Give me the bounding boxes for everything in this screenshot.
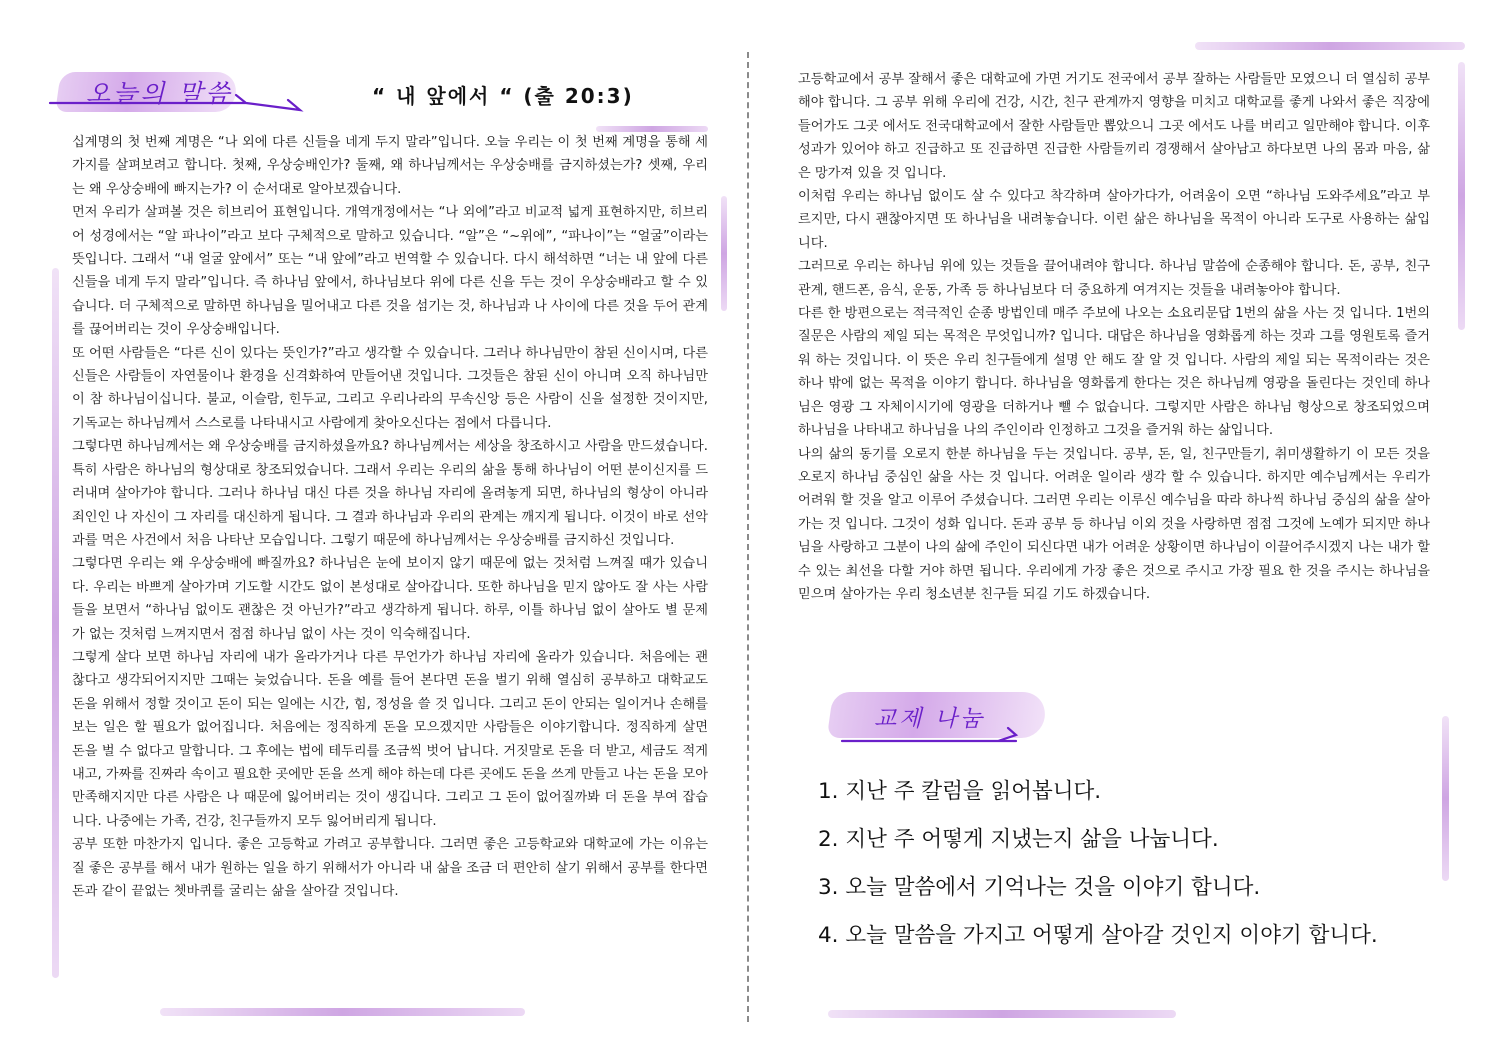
question-item: 1. 지난 주 칼럼을 읽어봅니다. (818, 779, 1102, 804)
sermon-paragraph: 나의 삶의 동기를 오로지 한분 하나님을 두는 것입니다. 공부, 돈, 일, 친구만들기, 취미생활하기 이 모든 것을 오로지 하나님 중심인 삶을 사는 것 입니다. 어려운 일이라 생각 할 수 있습니다. 하지만 예수님께서는 우리가 어려워 할 것을 알고 이루어 주셨습니다. 그러면 우리는 이루신 예수님을 따라 하나씩 하나님 중심의 삶을 살아가는 것 입니다. 그것이 성화 입니다. 돈과 공부 등 하나님 이외 것을 사랑하면 점점 그것에 노예가 되지만 하나님을 사랑하고 그분이 나의 삶에 주인이 되신다면 내가 어려운 상황이면 하나님이 이끌어주시겠지 나는 내가 할 수 있는 최선을 다할 거야 하면 됩니다. 우리에게 가장 좋은 것으로 주시고 가장 필요 한 것을 주시는 하나님을 믿으며 살아가는 우리 청소년분 친구들 되길 기도 하겠습니다. (798, 446, 1430, 602)
decorative-brush-stroke (1458, 62, 1465, 330)
question-item: 3. 오늘 말씀에서 기억나는 것을 이야기 합니다. (818, 875, 1261, 900)
sermon-title: “ 내 앞에서 “ (출 20:3) (372, 84, 634, 108)
sermon-body (72, 131, 708, 973)
sermon-paragraph: 다른 한 방편으로는 적극적인 순종 방법인데 매주 주보에 나오는 소요리문답 1번의 삶을 사는 것 입니다. 1번의 질문은 사람의 제일 되는 목적은 무엇입니까? 입니다. 대답은 하나님을 영화롭게 하는 것과 그를 영원토록 즐거워 하는 것입니다. 이 뜻은 우리 친구들에게 설명 안 해도 잘 알 것 입니다. 사람의 제일 되는 목적이라는 것은 하나 밖에 없는 목적을 이야기 합니다. 하나님을 영화롭게 한다는 것은 하나님께 영광을 돌린다는 것인데 하나님은 영광 그 자체이시기에 영광을 더하거나 뺄 수 없습니다. 그렇지만 사람은 하나님 형상으로 창조되었으며 하나님을 나타내고 하나님을 나의 주인이라 인정하고 그것을 즐거워 하는 삶입니다. (798, 306, 1430, 439)
sermon-paragraph: 그러므로 우리는 하나님 위에 있는 것들을 끌어내려야 합니다. 하나님 말씀에 순종해야 합니다. 돈, 공부, 친구 관계, 핸드폰, 음식, 운동, 가족 등 하나님보다 더 중요하게 여겨지는 것들을 내려놓아야 합니다. (798, 259, 1430, 298)
decorative-brush-stroke (52, 268, 59, 978)
sermon-paragraph: 그렇다면 하나님께서는 왜 우상숭배를 금지하셨을까요? 하나님께서는 세상을 창조하시고 사람을 만드셨습니다. 특히 사람은 하나님의 형상대로 창조되었습니다. 그래서 우리는 우리의 삶을 통해 하나님이 어떤 분이신지를 드러내며 살아가야 합니다. 그러나 하나님 대신 다른 것을 하나님 자리에 올려놓게 되면, 하나님의 형상이 아니라 죄인인 나 자신이 그 자리를 대신하게 됩니다. 그 결과 하나님과 우리의 관계는 깨지게 됩니다. 이것이 바로 선악과를 먹은 사건에서 처음 나타난 모습입니다. 그렇기 때문에 하나님께서는 우상숭배를 금지하신 것입니다. (72, 439, 708, 548)
sermon-paragraph: 십계명의 첫 번째 계명은 “나 외에 다른 신들을 네게 두지 말라”입니다. 오늘 우리는 이 첫 번째 계명을 통해 세 가지를 살펴보려고 합니다. 첫째, 우상숭배인가? 둘째, 왜 하나님께서는 우상숭배를 금지하셨는가? 셋째, 우리는 왜 우상숭배에 빠지는가? 이 순서대로 알아보겠습니다. (72, 135, 708, 197)
sermon-section-label: 오늘의 말씀 (86, 79, 233, 108)
underline-arrow-icon (50, 70, 310, 120)
sermon-paragraph: 공부 또한 마찬가지 입니다. 좋은 고등학교 가려고 공부합니다. 그러면 좋은 고등학교와 대학교에 가는 이유는 질 좋은 공부를 해서 내가 원하는 일을 하기 위해서가 아니라 내 삶을 조금 더 편안히 살기 위해서 공부를 한다면 돈과 같이 끝없는 쳇바퀴를 굴리는 삶을 살아갈 것입니다. (72, 837, 708, 899)
decorative-brush-stroke (721, 196, 727, 311)
sermon-paragraph: 이처럼 우리는 하나님 없이도 살 수 있다고 착각하며 살아가다가, 어려움이 오면 “하나님 도와주세요”라고 부르지만, 다시 괜찮아지면 또 하나님을 내려놓습니다. 이런 삶은 하나님을 목적이 아니라 도구로 사용하는 삶입니다. (798, 189, 1430, 251)
sermon-paragraph: 그렇게 살다 보면 하나님 자리에 내가 올라가거나 다른 무언가가 하나님 자리에 올라가 있습니다. 처음에는 괜찮다고 생각되어지지만 그때는 늦었습니다. 돈을 예를 들어 본다면 돈을 벌기 위해 열심히 공부하고 대학교도 돈을 위해서 정할 것이고 돈이 되는 일에는 시간, 힘, 정성을 쓸 것 입니다. 그리고 돈이 안되는 일이거나 손해를 보는 일은 할 필요가 없어집니다. 처음에는 정직하게 돈을 모으겠지만 사람들은 이야기합니다. 정직하게 살면 돈을 벌 수 없다고 말합니다. 그 후에는 법에 테두리를 조금씩 벗어 납니다. 거짓말로 돈을 더 받고, 세금도 적게 내고, 가짜를 진짜라 속이고 필요한 곳에만 돈을 쓰게 해야 하는데 다른 곳에도 돈을 쓰게 만들고 나는 돈을 모아 만족해지지만 다른 사람은 나 때문에 잃어버리는 것이 생깁니다. 그리고 그 돈이 없어질까봐 더 돈을 부여 잡습니다. 나중에는 가족, 건강, 친구들까지 모두 잃어버리게 됩니다. (72, 649, 708, 829)
question-item: 4. 오늘 말씀을 가지고 어떻게 살아갈 것인지 이야기 합니다. (818, 923, 1378, 948)
decorative-brush-stroke (1195, 42, 1465, 50)
discussion-questions (818, 768, 1458, 960)
sermon-paragraph: 먼저 우리가 살펴볼 것은 히브리어 표현입니다. 개역개정에서는 “나 외에”라고 비교적 넓게 표현하지만, 히브리어 성경에서는 “알 파나이”라고 보다 구체적으로 말하고 있습니다. “알”은 “~위에”, “파나이”는 “얼굴”이라는 뜻입니다. 그래서 “내 얼굴 앞에서” 또는 “내 앞에”라고 번역할 수 있습니다. 다시 해석하면 “너는 내 앞에 다른 신들을 네게 두지 말라”입니다. 즉 하나님 앞에서, 하나님보다 위에 다른 신을 두는 것이 우상숭배라고 할 수 있습니다. 더 구체적으로 말하면 하나님을 밀어내고 다른 것을 섬기는 것, 하나님과 나 사이에 다른 것을 두어 관계를 끊어버리는 것이 우상숭배입니다. (72, 205, 708, 338)
decorative-brush-stroke (828, 1010, 1176, 1018)
question-item: 2. 지난 주 어떻게 지냈는지 삶을 나눕니다. (818, 827, 1219, 852)
sermon-paragraph: 그렇다면 우리는 왜 우상숭배에 빠질까요? 하나님은 눈에 보이지 않기 때문에 없는 것처럼 느껴질 때가 있습니다. 우리는 바쁘게 살아가며 기도할 시간도 없이 본성대로 살아갑니다. 또한 하나님을 믿지 않아도 잘 사는 사람들을 보면서 “하나님 없이도 괜찮은 것 아닌가?”라고 생각하게 됩니다. 하루, 이틀 하나님 없이 살아도 별 문제가 없는 것처럼 느껴지면서 점점 하나님 없이 사는 것이 익숙해집니다. (72, 556, 708, 642)
decorative-brush-stroke (160, 1008, 525, 1016)
page-divider (747, 52, 749, 1022)
underline-arrow-icon (830, 692, 1060, 752)
sermon-paragraph: 고등학교에서 공부 잘해서 좋은 대학교에 가면 거기도 전국에서 공부 잘하는 사람들만 모였으니 더 열심히 공부해야 합니다. 그 공부 위해 우리에 건강, 시간, 친구 관계까지 영향을 미치고 대학교를 좋게 나와서 좋은 직장에 들어가도 그곳 에서도 전국대학교에서 잘한 사람들만 뽑았으니 그곳 에서도 나를 버리고 일만해야 합니다. 이후 성과가 있어야 하고 진급하고 또 진급하면 진급한 사람들끼리 경쟁해서 살아남고 하다보면 나의 몸과 마음, 삶은 망가져 있을 것 입니다. (798, 72, 1430, 181)
sermon-body-continued (798, 68, 1430, 638)
fellowship-section-label: 교제 나눔 (874, 706, 986, 732)
sermon-paragraph: 또 어떤 사람들은 “다른 신이 있다는 뜻인가?”라고 생각할 수 있습니다. 그러나 하나님만이 참된 신이시며, 다른 신들은 사람들이 자연물이나 환경을 신격화하여 만들어낸 것입니다. 그것들은 참된 신이 아니며 오직 하나님만이 참 하나님이십니다. 불교, 이슬람, 힌두교, 그리고 우리나라의 무속신앙 등은 사람이 신을 설정한 것이지만, 기독교는 하나님께서 스스로를 나타내시고 사람에게 찾아오신다는 점에서 다릅니다. (72, 345, 708, 431)
